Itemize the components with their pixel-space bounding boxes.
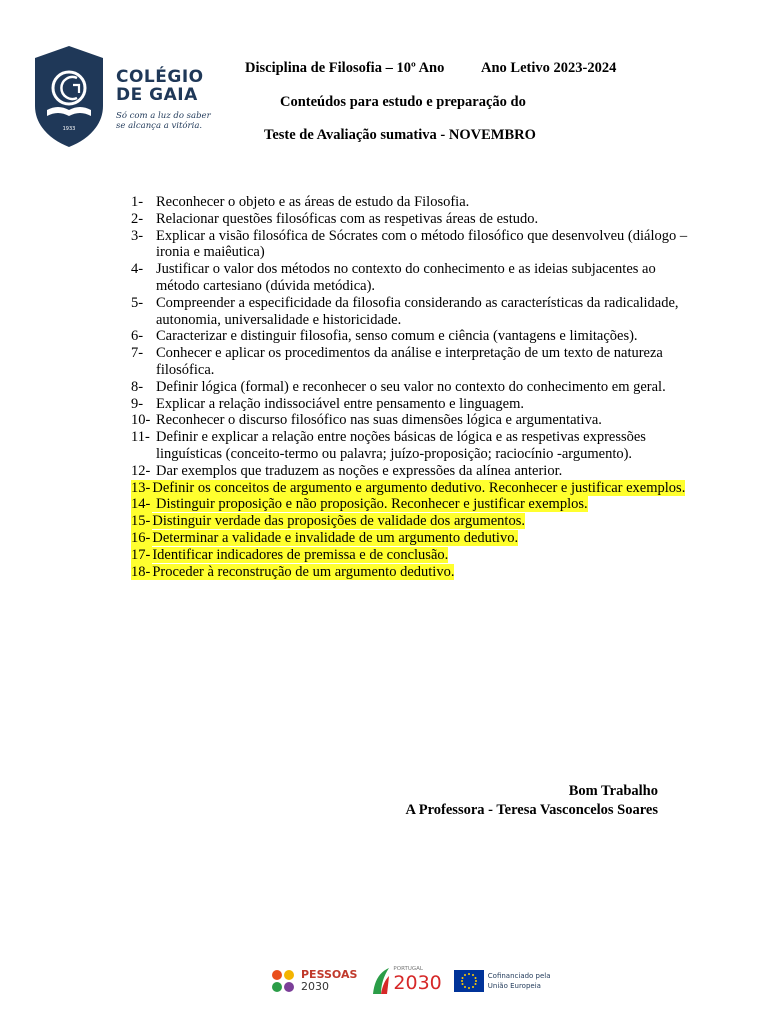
eu-line1: Cofinanciado pela <box>487 972 551 980</box>
item-text-content: Conhecer e aplicar os procedimentos da análise e interpretação de um texto de natureza filosófica. <box>156 345 667 378</box>
funding-logos <box>268 964 551 998</box>
item-number: 4- <box>131 261 144 278</box>
item-text <box>156 228 691 262</box>
item-number: 7- <box>131 345 144 362</box>
item-text-content: Definir lógica (formal) e reconhecer o seu valor no contexto do conhecimento em geral. <box>156 378 666 395</box>
item-number: 17- <box>131 546 151 563</box>
content-item <box>131 480 691 497</box>
item-number: 5- <box>131 294 144 311</box>
item-number: 13- <box>131 479 151 496</box>
item-text-content: Proceder à reconstrução de um argumento dedutivo. <box>152 563 455 580</box>
test-title-heading: Teste de Avaliação sumativa - NOVEMBRO <box>264 127 536 143</box>
school-logo-text <box>116 68 211 131</box>
school-name-line1: COLÉGIO <box>116 67 204 87</box>
item-text <box>152 513 691 530</box>
item-number: 15- <box>131 513 151 530</box>
item-number: 9- <box>131 395 144 412</box>
item-number: 10- <box>131 412 151 429</box>
eu-cofunding-logo <box>488 971 551 991</box>
item-text <box>156 211 691 228</box>
item-text-content: Distinguir verdade das proposições de validade dos argumentos. <box>152 513 525 530</box>
item-number: 3- <box>131 227 144 244</box>
item-text-content: Explicar a relação indissociável entre pensamento e linguagem. <box>156 395 524 412</box>
closing-block <box>405 782 658 820</box>
content-item <box>131 513 691 530</box>
item-text <box>156 194 691 211</box>
item-number: 12- <box>131 462 151 479</box>
eu-line2: União Europeia <box>487 982 541 990</box>
item-text-content: Compreender a especificidade da filosofia considerando as características da radicalidade, autonomia, universalidade e historicidade. <box>156 294 683 328</box>
item-text-content: Dar exemplos que traduzem as noções e expressões da alínea anterior. <box>156 462 563 479</box>
content-item <box>131 429 691 463</box>
item-text <box>156 261 691 295</box>
item-text <box>156 463 691 480</box>
content-item <box>131 547 691 564</box>
eu-flag-icon <box>454 970 484 992</box>
subtitle-heading: Conteúdos para estudo e preparação do <box>280 94 526 110</box>
teacher-signature-line: A Professora - Teresa Vasconcelos Soares <box>405 802 658 818</box>
item-number: 18- <box>131 563 151 580</box>
item-text-content: Identificar indicadores de premissa e de conclusão. <box>152 546 449 563</box>
item-text <box>152 480 691 497</box>
pessoas-2030-logo <box>301 969 357 993</box>
item-text <box>156 345 691 379</box>
content-item <box>131 412 691 429</box>
item-text <box>156 396 691 413</box>
school-crest-logo <box>33 44 105 148</box>
item-number: 2- <box>131 210 144 227</box>
svg-text:1933: 1933 <box>62 126 76 132</box>
item-text <box>156 429 691 463</box>
item-text-content: Definir e explicar a relação entre noções básicas de lógica e as respetivas expressões linguísticas (conceito-termo ou palavra; juízo-proposição; raciocínio -argumento). <box>156 429 650 462</box>
content-item <box>131 261 691 295</box>
item-text <box>156 412 691 429</box>
portugal-2030-logo <box>393 966 441 993</box>
school-slogan-line2: se alcança a vitória. <box>116 121 203 131</box>
item-number: 11- <box>131 429 150 446</box>
content-item <box>131 379 691 396</box>
item-text-content: Reconhecer o discurso filosófico nas suas dimensões lógica e argumentativa. <box>156 412 602 429</box>
portugal-label: PORTUGAL <box>393 965 423 972</box>
school-name-line2: DE GAIA <box>116 85 198 105</box>
content-item <box>131 496 691 513</box>
pessoas-2030-icon <box>268 966 298 996</box>
item-text <box>156 379 691 396</box>
item-text-content: Distinguir proposição e não proposição. Reconhecer e justificar exemplos. <box>152 496 588 513</box>
content-item <box>131 564 691 581</box>
discipline-heading: Disciplina de Filosofia – 10º Ano <box>245 60 445 76</box>
item-text <box>152 496 691 513</box>
content-item <box>131 211 691 228</box>
content-item <box>131 463 691 480</box>
item-text-content: Definir os conceitos de argumento e argumento dedutivo. Reconhecer e justificar exemplos. <box>152 479 686 496</box>
item-text-content: Explicar a visão filosófica de Sócrates com o método filosófico que desenvolveu (diálogo – ironia e maiêutica) <box>156 227 691 261</box>
item-text-content: Reconhecer o objeto e as áreas de estudo da Filosofia. <box>156 194 470 210</box>
item-number: 16- <box>131 529 151 546</box>
item-text <box>152 530 691 547</box>
pessoas-year: 2030 <box>301 980 329 993</box>
content-item <box>131 295 691 329</box>
content-item <box>131 228 691 262</box>
item-text-content: Relacionar questões filosóficas com as respetivas áreas de estudo. <box>156 210 539 227</box>
item-text <box>156 295 691 329</box>
content-item <box>131 396 691 413</box>
item-number: 14- <box>131 496 151 513</box>
content-item <box>131 328 691 345</box>
item-text-content: Justificar o valor dos métodos no contexto do conhecimento e as ideias subjacentes ao método cartesiano (dúvida metódica). <box>156 261 660 294</box>
content-item <box>131 530 691 547</box>
school-slogan-line1: Só com a luz do saber <box>116 111 211 121</box>
school-year-heading: Ano Letivo 2023-2024 <box>481 60 617 76</box>
content-item <box>131 194 691 211</box>
item-text <box>156 328 691 345</box>
item-text <box>152 564 691 581</box>
closing-greeting: Bom Trabalho <box>568 783 658 799</box>
content-list <box>131 194 691 580</box>
item-text-content: Determinar a validade e invalidade de um argumento dedutivo. <box>152 529 519 546</box>
item-text-content: Caracterizar e distinguir filosofia, senso comum e ciência (vantagens e limitações). <box>156 328 638 345</box>
item-number: 1- <box>131 194 144 210</box>
item-text <box>152 547 691 564</box>
item-number: 8- <box>131 378 144 395</box>
pessoas-label: PESSOAS <box>301 968 358 981</box>
item-number: 6- <box>131 328 144 345</box>
portugal-2030-icon <box>371 966 391 996</box>
portugal-year: 2030 <box>393 971 442 994</box>
content-item <box>131 345 691 379</box>
